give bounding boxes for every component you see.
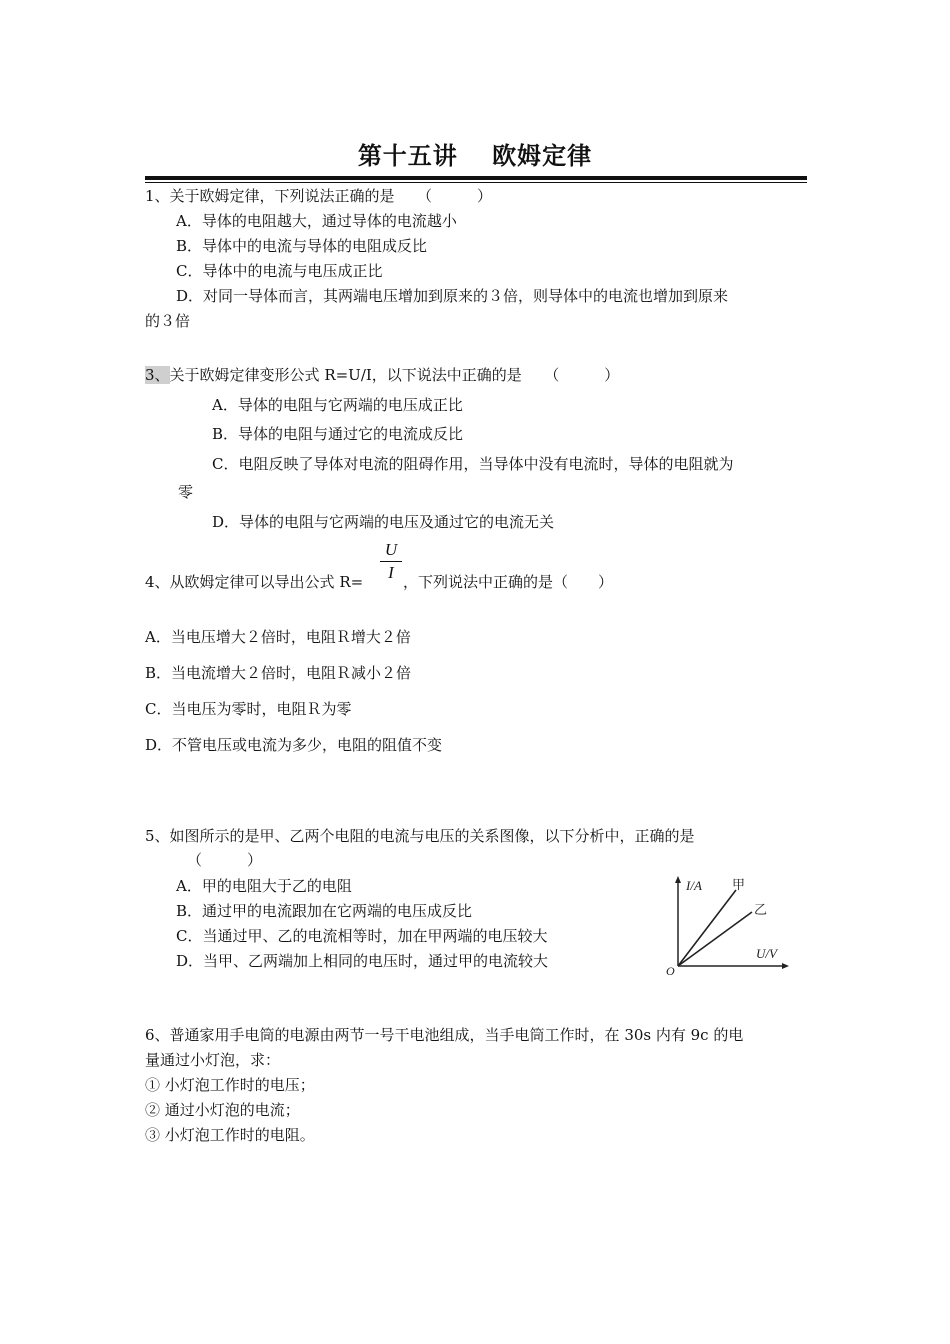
q5-paren: （ ）	[187, 851, 263, 869]
y-axis-arrow	[675, 876, 681, 883]
q1-option-b: B．导体中的电流与导体的电阻成反比	[176, 237, 428, 255]
q1-option-c: C．导体中的电流与电压成正比	[176, 262, 383, 280]
q3-number: 3、	[145, 366, 170, 384]
q3-option-c-cont: 零	[178, 483, 194, 501]
formula-fraction	[380, 540, 402, 583]
origin-label: O	[666, 964, 675, 977]
page-title: 第十五讲 欧姆定律	[357, 142, 593, 170]
q6-stem: 6、普通家用手电筒的电源由两节一号干电池组成，当手电筒工作时，在 30s 内有 9c 的电	[145, 1026, 744, 1044]
q1-option-a: A．导体的电阻越大，通过导体的电流越小	[176, 212, 457, 230]
q6-stem-cont: 量通过小灯泡，求：	[145, 1051, 281, 1069]
x-axis-label: U/V	[756, 946, 777, 961]
q4-option-d: D．不管电压或电流为多少，电阻的阻值不变	[145, 736, 443, 754]
fraction-numerator: U	[384, 540, 398, 559]
fraction-bar	[380, 561, 402, 562]
q1-option-d: D．对同一导体而言，其两端电压增加到原来的３倍，则导体中的电流也增加到原来	[176, 287, 729, 305]
q3-stem: 关于欧姆定律变形公式 R=U/I，以下说法中正确的是 （ ）	[169, 366, 620, 384]
title-rule-thin	[145, 182, 807, 183]
y-axis-label: I/A	[686, 878, 702, 893]
q4-option-a: A．当电压增大２倍时，电阻Ｒ增大２倍	[145, 628, 411, 646]
q3-option-a: A．导体的电阻与它两端的电压成正比	[212, 396, 463, 414]
q5-option-c: C．当通过甲、乙的电流相等时，加在甲两端的电压较大	[176, 927, 548, 945]
q3-option-c: C．电阻反映了导体对电流的阻碍作用，当导体中没有电流时，导体的电阻就为	[212, 455, 734, 473]
q3-option-d: D．导体的电阻与它两端的电压及通过它的电流无关	[212, 513, 555, 531]
line-yi-label: 乙	[754, 903, 768, 918]
q3-stem-line	[145, 365, 619, 385]
q4-option-c: C．当电压为零时，电阻Ｒ为零	[145, 700, 352, 718]
iv-graph-svg	[660, 872, 795, 977]
q6-item-3: ③ 小灯泡工作时的电阻。	[145, 1126, 315, 1144]
q4-stem-tail: ，下列说法中正确的是（ ）	[403, 573, 614, 591]
q4-stem: 4、从欧姆定律可以导出公式 R=	[145, 573, 364, 591]
q5-stem: 5、如图所示的是甲、乙两个电阻的电流与电压的关系图像，以下分析中，正确的是	[145, 827, 695, 845]
iv-graph	[660, 872, 795, 977]
x-axis-arrow	[782, 963, 789, 969]
q5-option-d: D．当甲、乙两端加上相同的电压时，通过甲的电流较大	[176, 952, 549, 970]
line-yi	[678, 912, 752, 966]
q5-option-b: B．通过甲的电流跟加在它两端的电压成反比	[176, 902, 473, 920]
q1-option-d-cont: 的３倍	[145, 312, 191, 330]
q3-option-b: B．导体的电阻与通过它的电流成反比	[212, 425, 464, 443]
q6-item-2: ② 通过小灯泡的电流；	[145, 1101, 300, 1119]
title-rule-thick	[145, 176, 807, 180]
line-jia-label: 甲	[732, 878, 746, 893]
fraction-denominator: I	[388, 563, 394, 582]
q5-option-a: A．甲的电阻大于乙的电阻	[176, 877, 352, 895]
line-jia	[678, 890, 736, 966]
q1-stem: 1、关于欧姆定律，下列说法正确的是 （ ）	[145, 187, 493, 205]
q6-item-1: ① 小灯泡工作时的电压；	[145, 1076, 315, 1094]
q4-option-b: B．当电流增大２倍时，电阻Ｒ减小２倍	[145, 664, 412, 682]
